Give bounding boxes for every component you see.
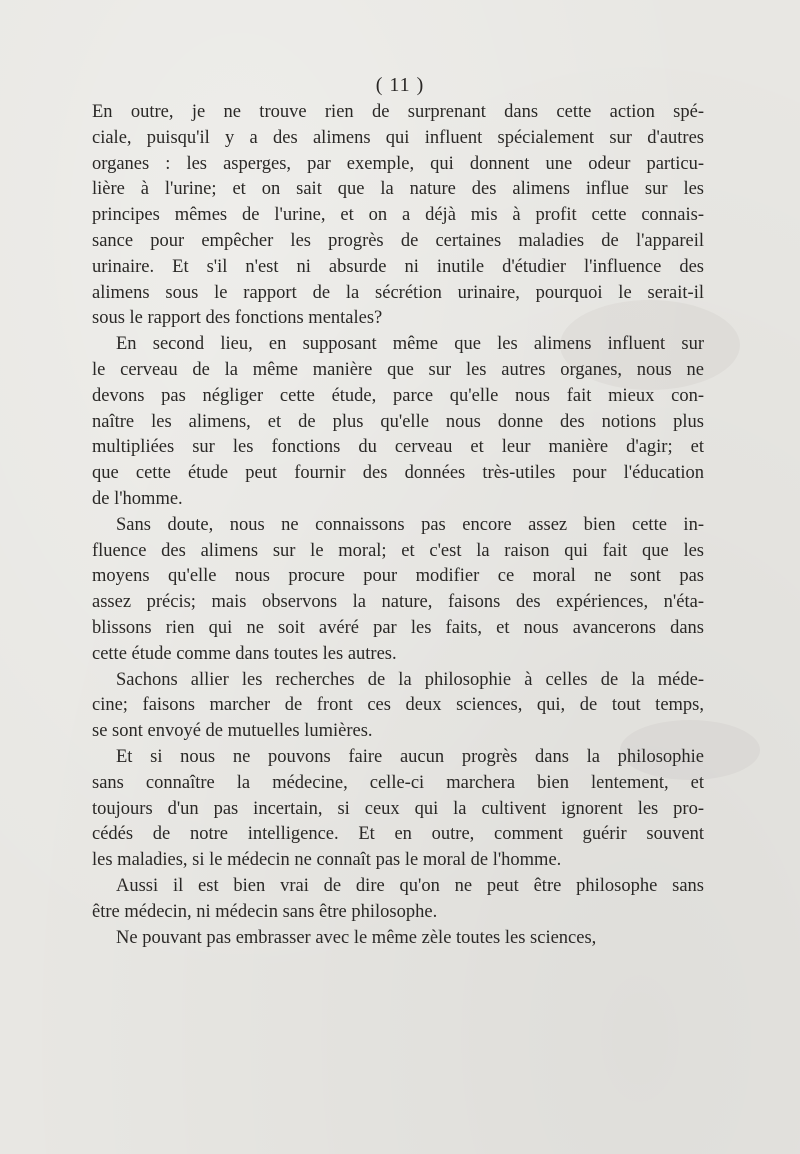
text-line: Sans doute, nous ne connaissons pas encore assez bien cette in- (116, 514, 704, 535)
text-line: être médecin, ni médecin sans être philosophe. (92, 901, 438, 922)
text-line: lière à l'urine; et on sait que la nature des alimens influe sur les (92, 179, 704, 200)
text-line: de l'homme. (92, 488, 183, 509)
text-line: multipliées sur les fonctions du cerveau et leur manière d'agir; et (92, 437, 704, 458)
text-line: urinaire. Et s'il n'est ni absurde ni inutile d'étudier l'influence des (92, 256, 704, 277)
text-line: sans connaître la médecine, celle-ci marchera bien lentement, et (92, 772, 704, 793)
text-line: organes : les asperges, par exemple, qui donnent une odeur particu- (92, 153, 704, 174)
text-line: blissons rien qui ne soit avéré par les faits, et nous avancerons dans (92, 617, 704, 638)
text-line: fluence des alimens sur le moral; et c'est la raison qui fait que les (92, 540, 704, 561)
text-line: les maladies, si le médecin ne connaît pas le moral de l'homme. (92, 850, 562, 871)
text-line: alimens sous le rapport de la sécrétion urinaire, pourquoi le serait-il (92, 282, 704, 303)
paragraph (92, 745, 704, 874)
text-line: En outre, je ne trouve rien de surprenant dans cette action spé- (92, 102, 704, 122)
text-line: que cette étude peut fournir des données très-utiles pour l'éducation (92, 463, 704, 484)
text-line: Sachons allier les recherches de la philosophie à celles de la méde- (116, 669, 704, 690)
text-line: Aussi il est bien vrai de dire qu'on ne peut être philosophe sans (116, 875, 704, 896)
text-line: En second lieu, en supposant même que les alimens influent sur (116, 334, 704, 355)
text-line: ciale, puisqu'il y a des alimens qui influent spécialement sur d'autres (92, 127, 704, 148)
text-line: naître les alimens, et de plus qu'elle nous donne des notions plus (92, 411, 704, 432)
text-line: toujours d'un pas incertain, si ceux qui la cultivent ignorent les pro- (92, 798, 704, 819)
text-line: moyens qu'elle nous procure pour modifier ce moral ne sont pas (92, 566, 704, 587)
page-number: ( 11 ) (375, 74, 425, 96)
text-line: assez précis; mais observons la nature, faisons des expériences, n'éta- (92, 592, 704, 613)
paragraph (92, 874, 704, 926)
paragraph (92, 100, 704, 332)
text-line: devons pas négliger cette étude, parce qu'elle nous fait mieux con- (92, 385, 704, 406)
paragraph (92, 668, 704, 745)
text-line: principes mêmes de l'urine, et on a déjà mis à profit cette connais- (92, 205, 704, 226)
text-line: cette étude comme dans toutes les autres. (92, 643, 397, 664)
text-line: cine; faisons marcher de front ces deux sciences, qui, de tout temps, (92, 695, 704, 716)
paragraph (92, 926, 704, 952)
text-line: Et si nous ne pouvons faire aucun progrès dans la philosophie (116, 746, 704, 767)
text-line: sous le rapport des fonctions mentales? (92, 308, 383, 329)
paragraph (92, 513, 704, 668)
body-text (92, 100, 704, 951)
paragraph (92, 332, 704, 513)
text-line: sance pour empêcher les progrès de certaines maladies de l'appareil (92, 230, 704, 251)
text-line: se sont envoyé de mutuelles lumières. (92, 721, 373, 742)
text-line: le cerveau de la même manière que sur les autres organes, nous ne (92, 359, 704, 380)
text-line: Ne pouvant pas embrasser avec le même zèle toutes les sciences, (116, 927, 597, 948)
text-line: cédés de notre intelligence. Et en outre, comment guérir souvent (92, 824, 704, 845)
